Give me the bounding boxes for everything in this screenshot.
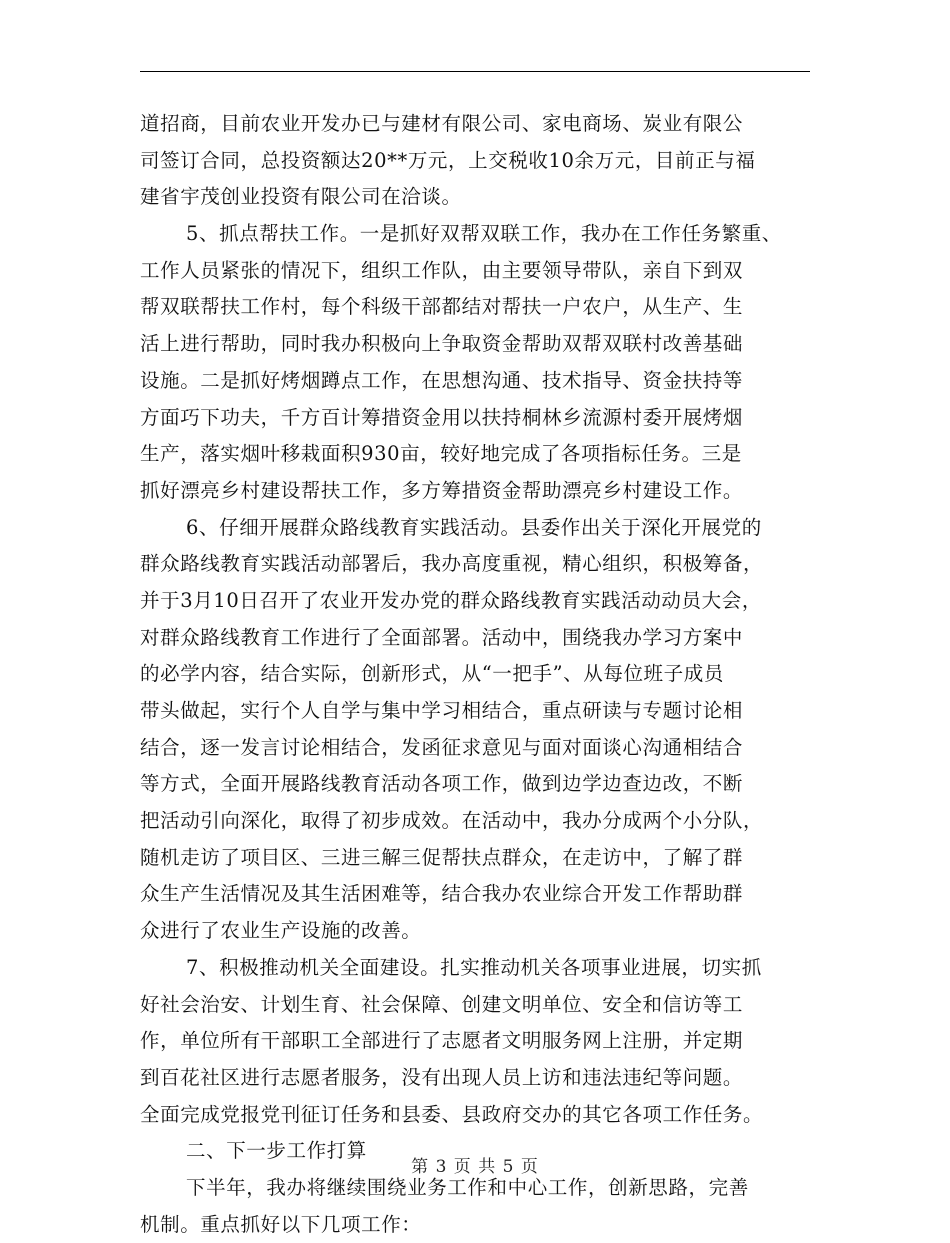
- text-line: 设施。二是抓好烤烟蹲点工作，在思想沟通、技术指导、资金扶持等: [140, 368, 744, 392]
- text-line: 并于3月10日召开了农业开发办党的群众路线教育实践活动动员大会，: [140, 588, 762, 612]
- text-line: 活上进行帮助，同时我办积极向上争取资金帮助双帮双联村改善基础: [140, 332, 744, 356]
- text-line: 7、积极推动机关全面建设。扎实推动机关各项事业进展，切实抓: [186, 955, 762, 979]
- page-footer: 第 3 页 共 5 页: [411, 1157, 539, 1177]
- text-line: 全面完成党报党刊征订任务和县委、县政府交办的其它各项工作任务。: [140, 1102, 764, 1126]
- text-line: 把活动引向深化，取得了初步成效。在活动中，我办分成两个小分队，: [140, 809, 764, 833]
- text-line: 5、抓点帮扶工作。一是抓好双帮双联工作，我办在工作任务繁重、: [186, 222, 782, 246]
- text-line: 抓好漂亮乡村建设帮扶工作，多方筹措资金帮助漂亮乡村建设工作。: [140, 478, 744, 502]
- text-line: 等方式，全面开展路线教育活动各项工作，做到边学边查边改，不断: [140, 772, 744, 796]
- text-line: 帮双联帮扶工作村，每个科级干部都结对帮扶一户农户，从生产、生: [140, 295, 744, 319]
- text-line: 6、仔细开展群众路线教育实践活动。县委作出关于深化开展党的: [186, 515, 762, 539]
- text-line: 作，单位所有干部职工全部进行了志愿者文明服务网上注册，并定期: [140, 1029, 744, 1053]
- text-line: 建省宇茂创业投资有限公司在洽谈。: [140, 185, 462, 209]
- text-line: 二、下一步工作打算: [186, 1139, 367, 1163]
- body-text: [140, 106, 830, 1243]
- text-line: 到百花社区进行志愿者服务，没有出现人员上访和违法违纪等问题。: [140, 1065, 744, 1089]
- text-line: 对群众路线教育工作进行了全面部署。活动中，围绕我办学习方案中: [140, 625, 744, 649]
- text-line: 司签订合同，总投资额达20**万元，上交税收10余万元，目前正与福: [140, 148, 756, 172]
- text-line: 众生产生活情况及其生活困难等，结合我办农业综合开发工作帮助群: [140, 882, 744, 906]
- text-line: 机制。重点抓好以下几项工作：: [140, 1212, 422, 1236]
- text-line: 道招商，目前农业开发办已与建材有限公司、家电商场、炭业有限公: [140, 112, 744, 135]
- text-line: 带头做起，实行个人自学与集中学习相结合，重点研读与专题讨论相: [140, 699, 744, 722]
- text-line: 群众路线教育实践活动部署后，我办高度重视，精心组织，积极筹备，: [140, 552, 764, 576]
- text-line: 众进行了农业生产设施的改善。: [140, 919, 422, 943]
- text-line: 方面巧下功夫，千方百计筹措资金用以扶持桐林乡流源村委开展烤烟: [140, 405, 744, 429]
- header-rule: [140, 71, 810, 72]
- text-line: 下半年，我办将继续围绕业务工作和中心工作，创新思路，完善: [186, 1175, 749, 1199]
- text-line: 结合，逐一发言讨论相结合，发函征求意见与面对面谈心沟通相结合: [140, 735, 744, 759]
- text-line: 的必学内容，结合实际，创新形式，从“一把手”、从每位班子成员: [140, 662, 724, 686]
- text-line: 工作人员紧张的情况下，组织工作队，由主要领导带队，亲自下到双: [140, 258, 744, 282]
- text-line: 随机走访了项目区、三进三解三促帮扶点群众，在走访中，了解了群: [140, 845, 744, 869]
- text-line: 生产，落实烟叶移栽面积930亩，较好地完成了各项指标任务。三是: [140, 442, 742, 466]
- text-line: 好社会治安、计划生育、社会保障、创建文明单位、安全和信访等工: [140, 992, 744, 1016]
